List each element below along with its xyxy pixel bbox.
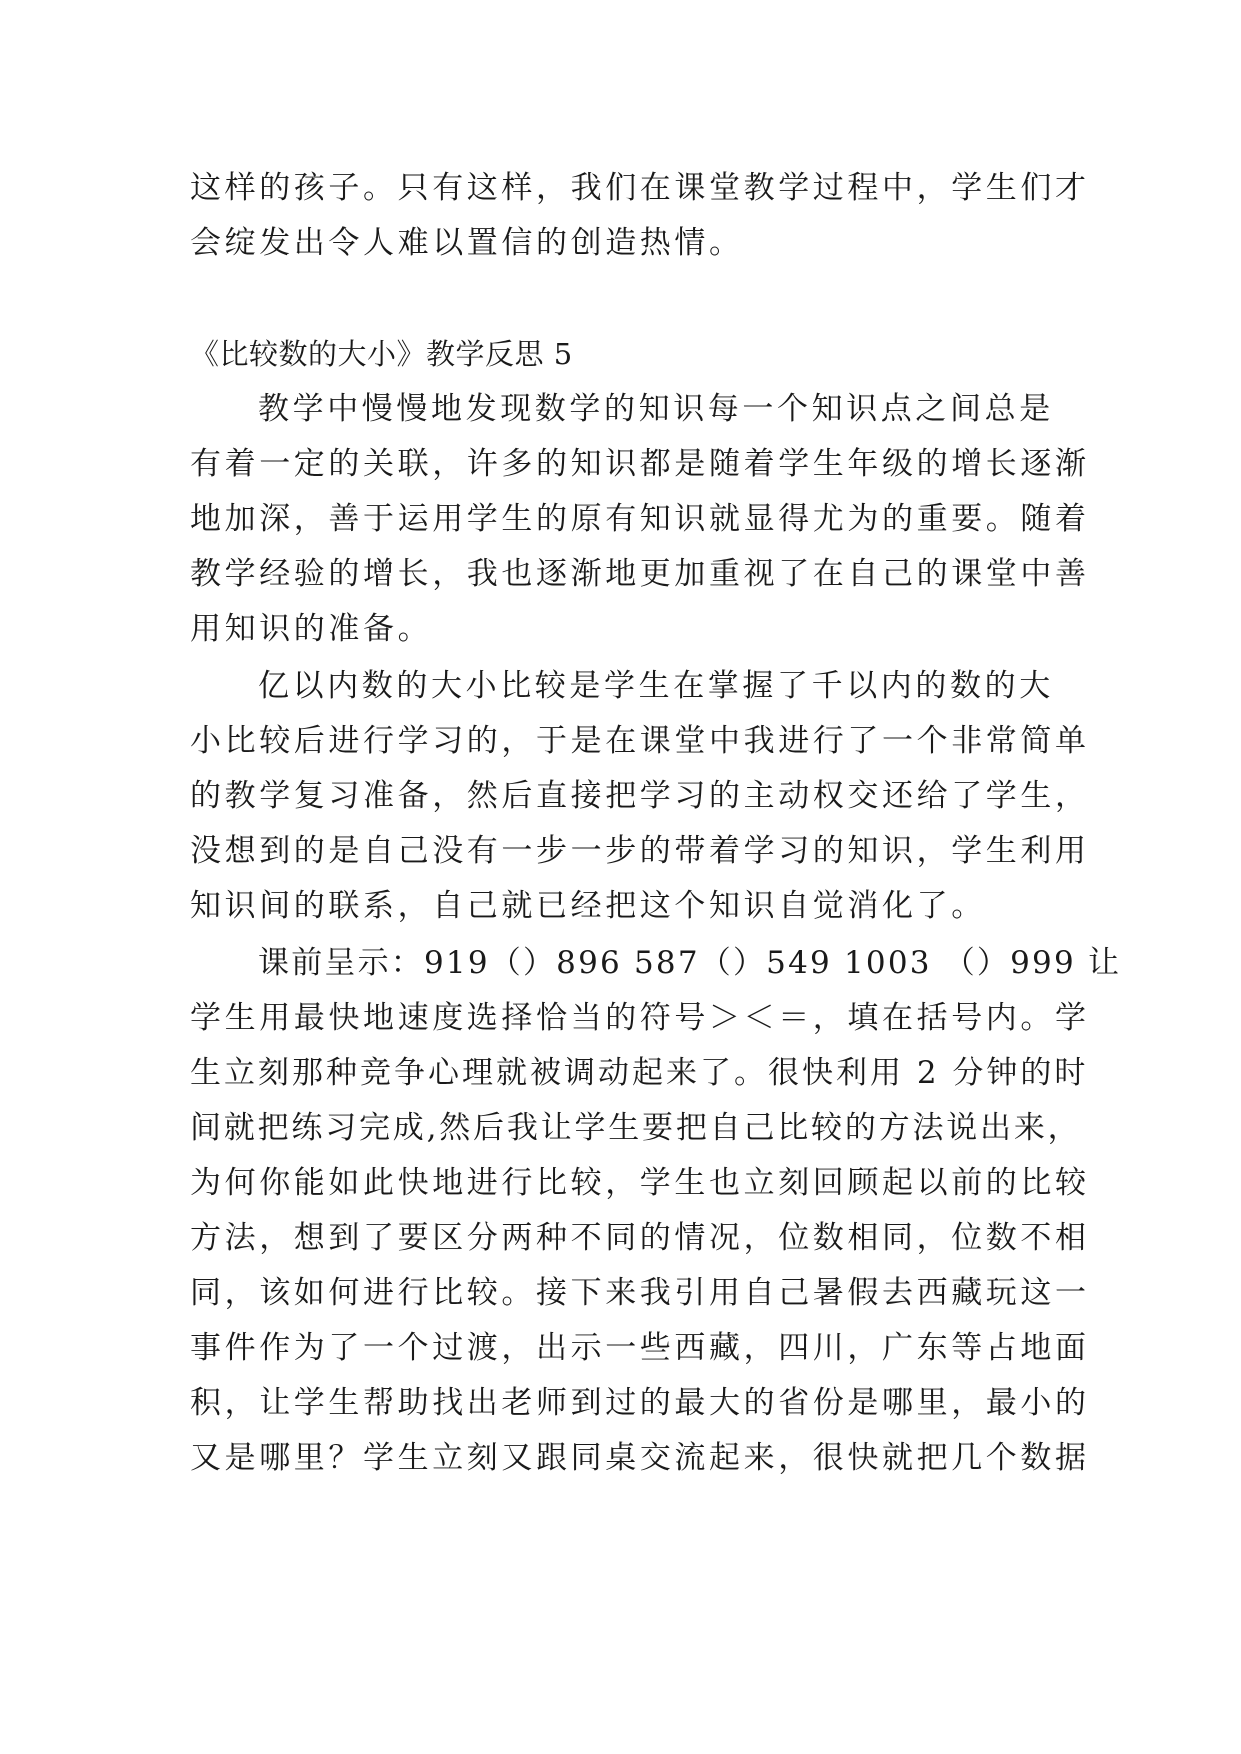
text-line: 方法，想到了要区分两种不同的情况，位数相同，位数不相: [190, 1220, 1090, 1256]
text-line: 的教学复习准备，然后直接把学习的主动权交还给了学生，: [190, 778, 1090, 814]
text-line: 小比较后进行学习的，于是在课堂中我进行了一个非常简单: [190, 723, 1090, 759]
section-heading: 《比较数的大小》教学反思 5: [190, 337, 573, 371]
text-line: 间就把练习完成,然后我让学生要把自己比较的方法说出来，: [190, 1110, 1082, 1146]
text-line: 没想到的是自己没有一步一步的带着学习的知识，学生利用: [190, 833, 1090, 869]
text-line: 学生用最快地速度选择恰当的符号＞＜＝，填在括号内。学: [190, 1000, 1090, 1036]
text-line: 事件作为了一个过渡，出示一些西藏，四川，广东等占地面: [190, 1330, 1090, 1366]
text-line: 亿以内数的大小比较是学生在掌握了千以内的数的大: [258, 668, 1054, 704]
text-line: 用知识的准备。: [190, 611, 433, 647]
text-line: 有着一定的关联，许多的知识都是随着学生年级的增长逐渐: [190, 446, 1090, 482]
text-line: 积，让学生帮助找出老师到过的最大的省份是哪里，最小的: [190, 1385, 1090, 1421]
text-line: 课前呈示：919（）896 587（）549 1003 （）999 让: [258, 945, 1122, 981]
text-line: 知识间的联系，自己就已经把这个知识自觉消化了。: [190, 888, 986, 924]
text-line: 教学经验的增长，我也逐渐地更加重视了在自己的课堂中善: [190, 556, 1090, 592]
text-line: 同，该如何进行比较。接下来我引用自己暑假去西藏玩这一: [190, 1275, 1090, 1311]
text-line: 会绽发出令人难以置信的创造热情。: [190, 225, 744, 261]
text-line: 为何你能如此快地进行比较，学生也立刻回顾起以前的比较: [190, 1165, 1090, 1201]
text-line: 地加深，善于运用学生的原有知识就显得尤为的重要。随着: [190, 501, 1090, 537]
text-line: 又是哪里？学生立刻又跟同桌交流起来，很快就把几个数据: [190, 1440, 1090, 1476]
text-line: 这样的孩子。只有这样，我们在课堂教学过程中，学生们才: [190, 170, 1090, 206]
text-line: 生立刻那种竞争心理就被调动起来了。很快利用 2 分钟的时: [190, 1055, 1089, 1091]
text-line: 教学中慢慢地发现数学的知识每一个知识点之间总是: [258, 391, 1054, 427]
